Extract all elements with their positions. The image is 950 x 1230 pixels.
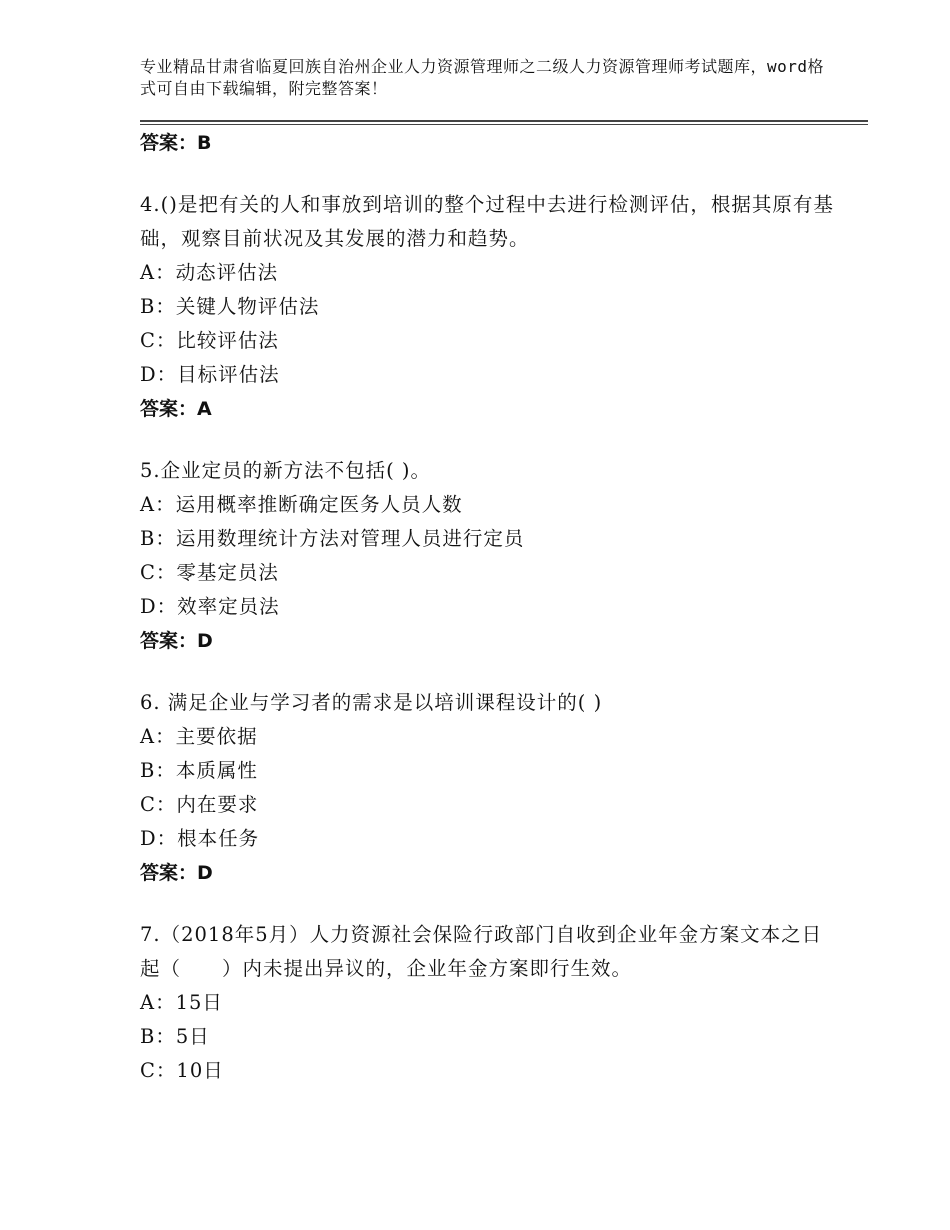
option-c: C：零基定员法 — [140, 561, 279, 584]
question-text: 6. 满足企业与学习者的需求是以培训课程设计的( ) — [140, 691, 603, 714]
document-header: 专业精品甘肃省临夏回族自治州企业人力资源管理师之二级人力资源管理师考试题库，word格式可自由下载编辑，附完整答案！ — [140, 57, 825, 98]
answer-label: 答案：A — [140, 398, 212, 420]
option-a: A：运用概率推断确定医务人员人数 — [140, 493, 463, 516]
answer-label: 答案：B — [140, 132, 212, 154]
question-text: 4.()是把有关的人和事放到培训的整个过程中去进行检测评估，根据其原有基础，观察目前状况及其发展的潜力和趋势。 — [140, 193, 834, 250]
option-a: A：动态评估法 — [140, 261, 279, 284]
option-b: B：运用数理统计方法对管理人员进行定员 — [140, 527, 525, 550]
question-block-5 — [140, 454, 840, 658]
option-b: B：本质属性 — [140, 759, 258, 782]
question-block-7 — [140, 918, 840, 1088]
option-a: A：主要依据 — [140, 725, 258, 748]
option-c: C：内在要求 — [140, 793, 259, 816]
option-d: D：效率定员法 — [140, 595, 280, 618]
option-c: C：比较评估法 — [140, 329, 279, 352]
option-b: B：关键人物评估法 — [140, 295, 320, 318]
question-text: 5.企业定员的新方法不包括( )。 — [140, 459, 432, 482]
question-block-4 — [140, 188, 840, 426]
option-c: C：10日 — [140, 1059, 224, 1082]
option-d: D：根本任务 — [140, 827, 260, 850]
header-divider-thin — [140, 124, 868, 125]
question-text: 7.（2018年5月）人力资源社会保险行政部门自收到企业年金方案文本之日起（ ）内未提出异议的，企业年金方案即行生效。 — [140, 923, 823, 980]
answer-label: 答案：D — [140, 862, 213, 884]
option-d: D：目标评估法 — [140, 363, 280, 386]
header-divider-thick — [140, 120, 868, 122]
question-block-6 — [140, 686, 840, 890]
answer-label: 答案：D — [140, 630, 213, 652]
question-list — [140, 126, 840, 1088]
option-a: A：15日 — [140, 991, 223, 1014]
option-b: B：5日 — [140, 1025, 210, 1048]
